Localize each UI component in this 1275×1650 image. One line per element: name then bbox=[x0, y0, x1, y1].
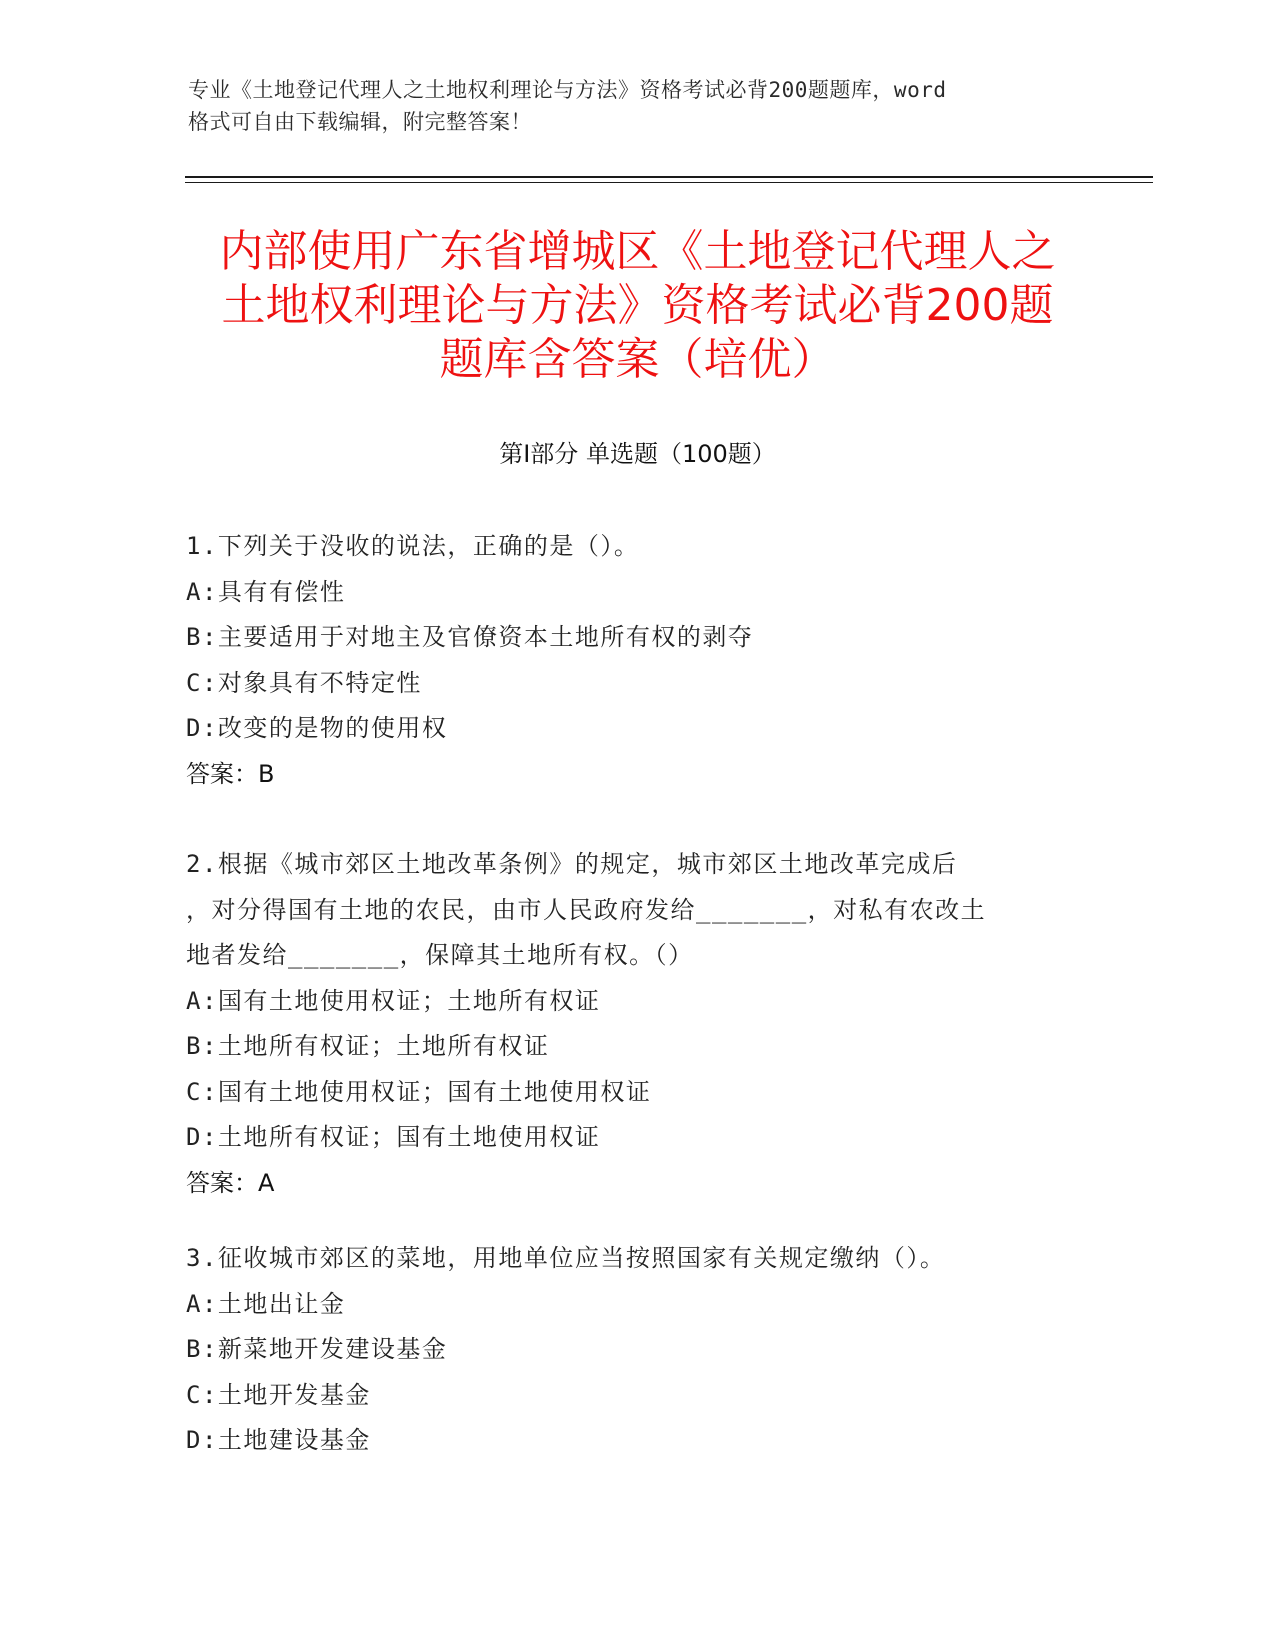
option-b: B:土地所有权证；土地所有权证 bbox=[186, 1032, 550, 1060]
title-line-1: 内部使用广东省增城区《土地登记代理人之 bbox=[219, 226, 1056, 277]
header-divider-thick bbox=[185, 176, 1153, 178]
title-line-2: 土地权利理论与方法》资格考试必背200题 bbox=[221, 280, 1054, 331]
section-heading: 第Ⅰ部分 单选题（100题） bbox=[499, 440, 776, 468]
option-a: A:具有有偿性 bbox=[186, 577, 346, 606]
question-stem-continued: 地者发给_______，保障其土地所有权。（） bbox=[186, 941, 694, 969]
title-line-3: 题库含答案（培优） bbox=[439, 334, 836, 385]
question-1 bbox=[186, 524, 1086, 797]
question-3 bbox=[186, 1236, 1086, 1464]
document-title bbox=[185, 225, 1090, 387]
question-stem: 2.根据《城市郊区土地改革条例》的规定，城市郊区土地改革完成后 bbox=[186, 850, 958, 878]
option-c: C:土地开发基金 bbox=[186, 1380, 371, 1409]
question-stem: 3.征收城市郊区的菜地，用地单位应当按照国家有关规定缴纳（）。 bbox=[186, 1244, 946, 1272]
option-d: D:土地建设基金 bbox=[186, 1426, 371, 1454]
header-note-line-1: 专业《土地登记代理人之土地权利理论与方法》资格考试必背200题题库，word bbox=[188, 78, 947, 102]
header-divider-thin bbox=[185, 182, 1153, 183]
header-note-line-2: 格式可自由下载编辑，附完整答案！ bbox=[188, 110, 532, 134]
question-stem: 1.下列关于没收的说法，正确的是（）。 bbox=[186, 532, 640, 560]
option-d: D:改变的是物的使用权 bbox=[186, 714, 448, 742]
option-a: A:土地出让金 bbox=[186, 1289, 346, 1318]
answer: 答案：A bbox=[186, 1168, 275, 1197]
question-stem-continued: ，对分得国有土地的农民，由市人民政府发给_______，对私有农改土 bbox=[186, 895, 987, 924]
answer: 答案：B bbox=[186, 759, 275, 788]
header-note bbox=[188, 74, 1088, 138]
option-c: C:国有土地使用权证；国有土地使用权证 bbox=[186, 1077, 652, 1106]
option-c: C:对象具有不特定性 bbox=[186, 668, 422, 697]
option-b: B:主要适用于对地主及官僚资本土地所有权的剥夺 bbox=[186, 623, 754, 651]
option-b: B:新菜地开发建设基金 bbox=[186, 1335, 448, 1363]
option-d: D:土地所有权证；国有土地使用权证 bbox=[186, 1123, 601, 1151]
question-2 bbox=[186, 842, 1086, 1206]
option-a: A:国有土地使用权证；土地所有权证 bbox=[186, 986, 601, 1015]
